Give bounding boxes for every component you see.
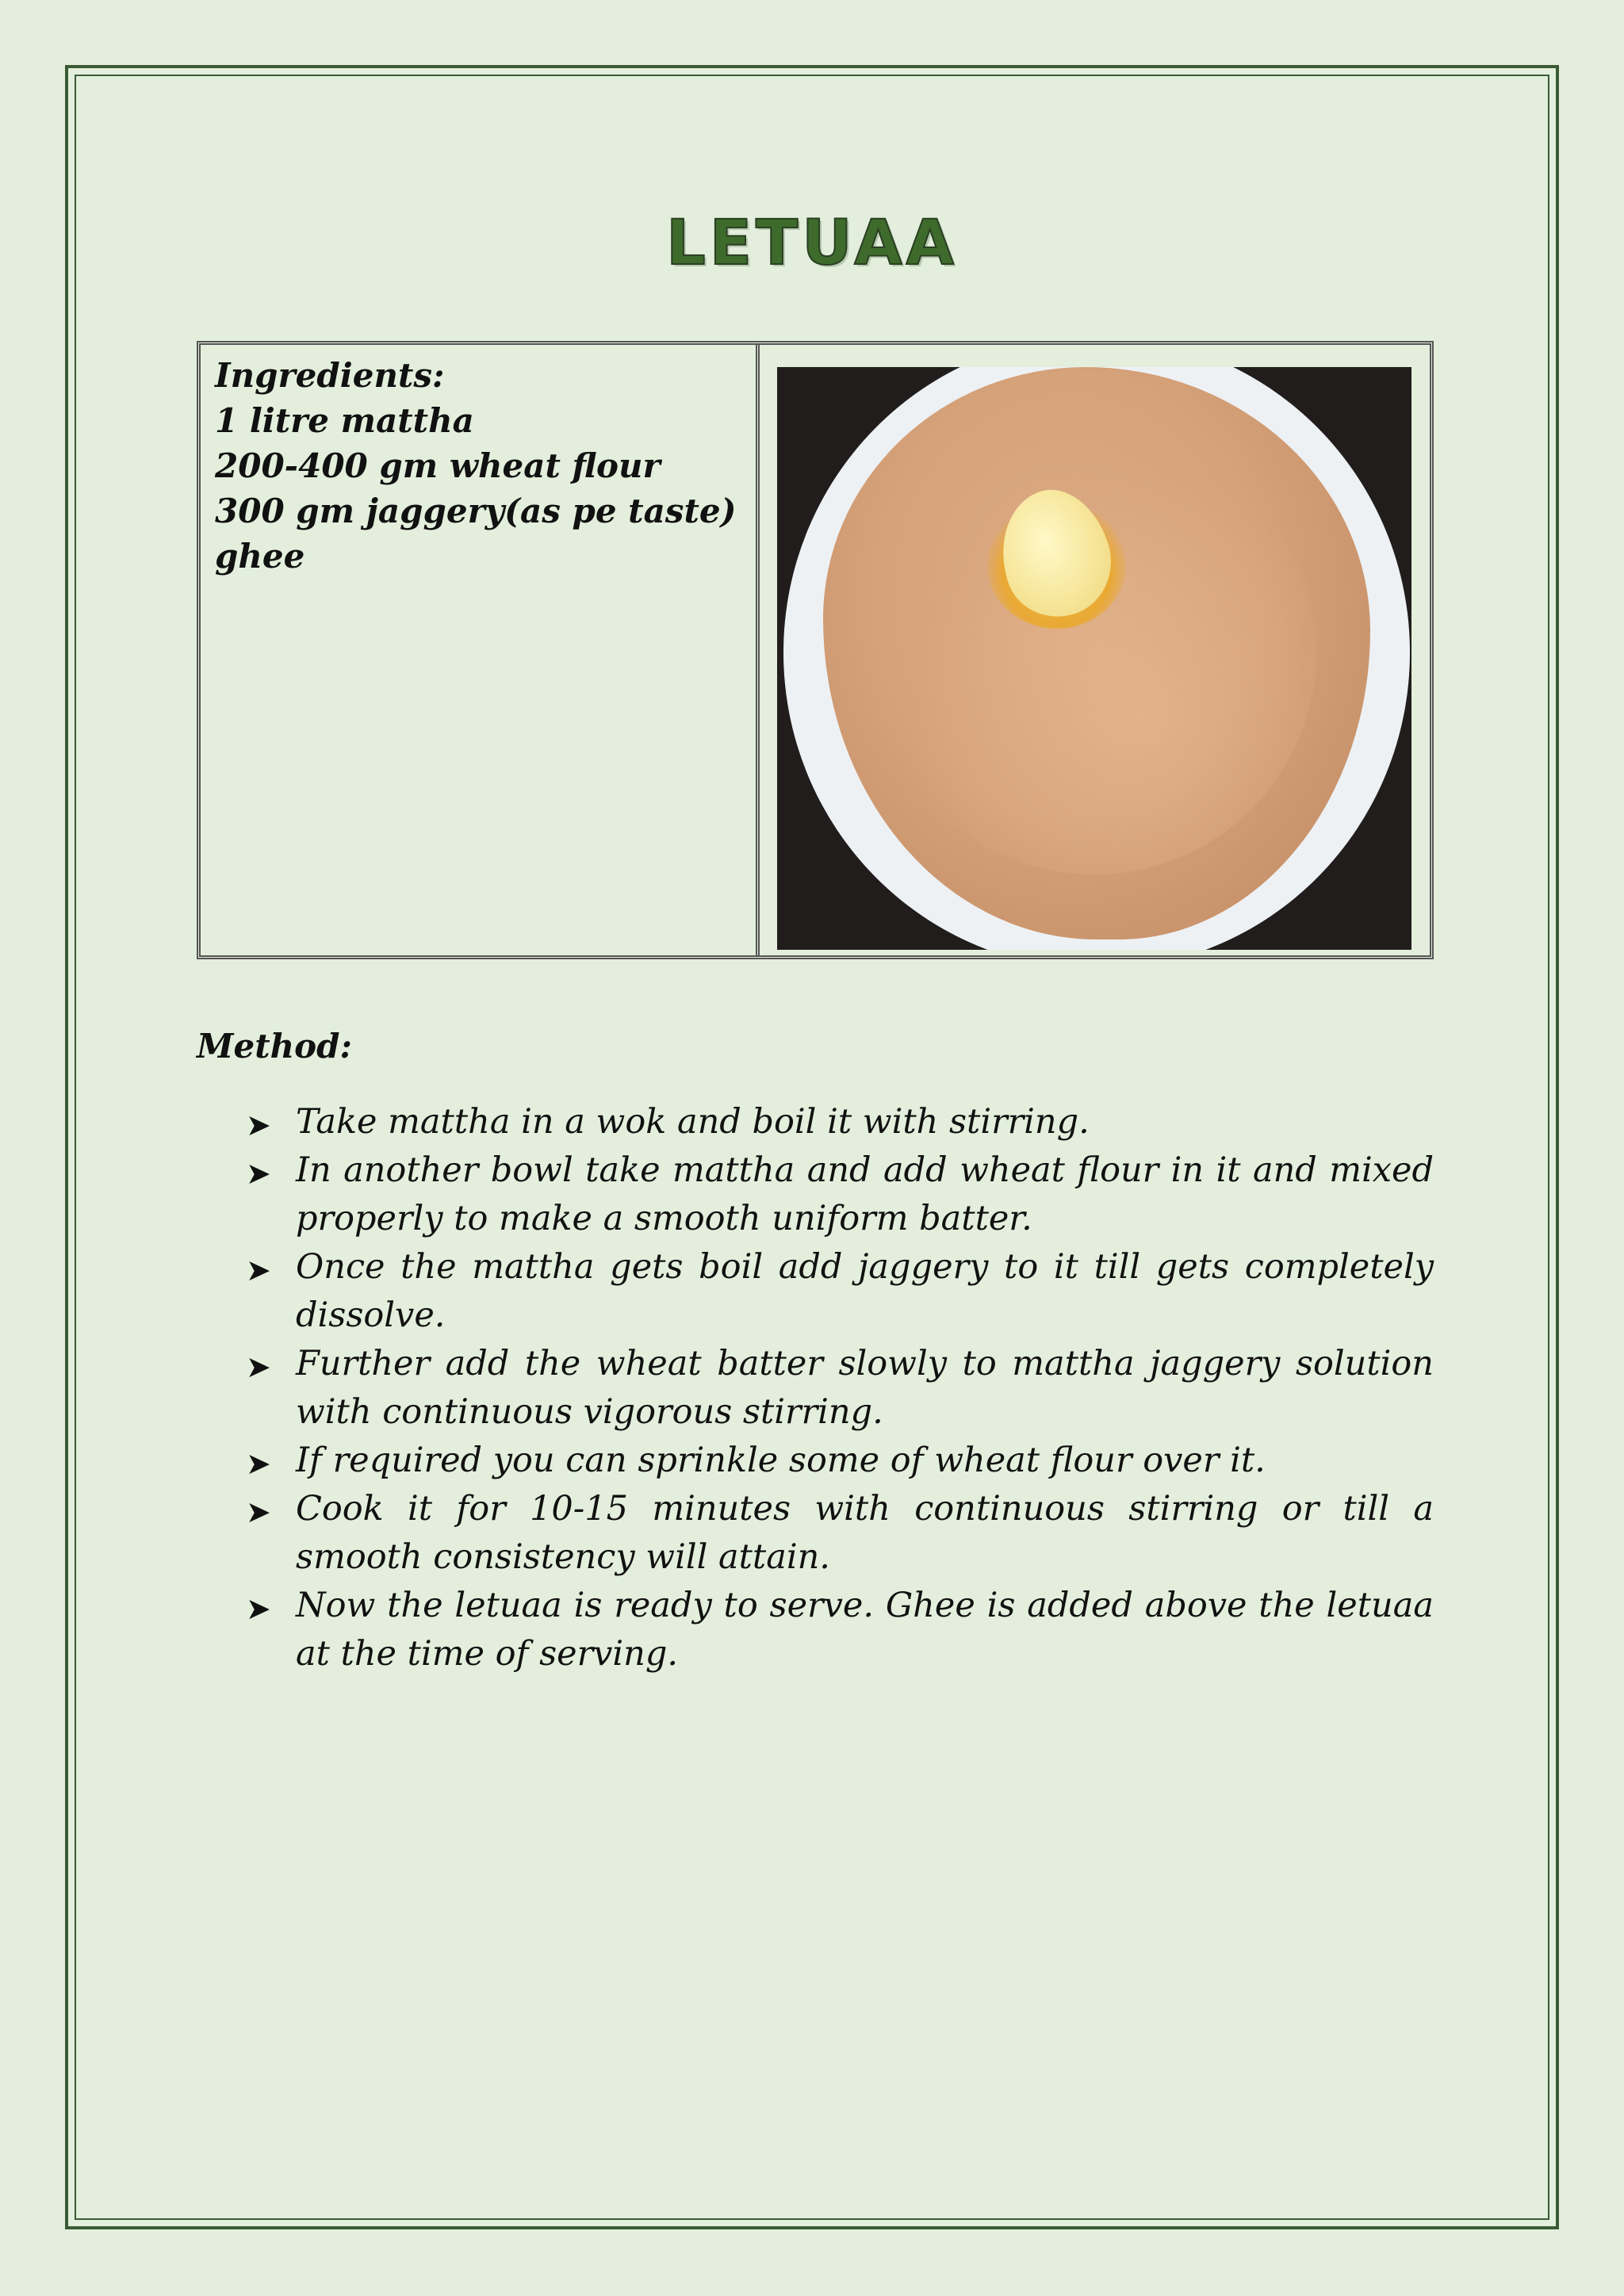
arrow-bullet-icon: ➤ [246,1253,271,1288]
ingredient-item: 200-400 gm wheat flour [215,446,661,485]
ingredient-item: ghee [215,537,305,576]
method-step [197,1582,1434,1678]
method-step [197,1146,1434,1243]
method-step-text: Once the mattha gets boil add jaggery to it till gets completely dissolve. [296,1247,1434,1335]
image-cell [760,345,1430,955]
method-step [197,1340,1434,1437]
method-step [197,1485,1434,1582]
arrow-bullet-icon: ➤ [246,1494,271,1529]
method-step-text: In another bowl take mattha and add wheat flour in it and mixed properly to make a smooth uniform batter. [296,1150,1434,1238]
method-step [197,1437,1434,1485]
page-title: LETUAA [666,208,958,279]
arrow-bullet-icon: ➤ [246,1446,271,1481]
arrow-bullet-icon: ➤ [246,1349,271,1384]
method-step [197,1243,1434,1340]
method-steps-list [197,1098,1434,1678]
arrow-bullet-icon: ➤ [246,1591,271,1626]
ingredients-heading: Ingredients: [215,356,445,395]
letuaa-dish-photo [777,367,1411,950]
method-step-text: Cook it for 10-15 minutes with continuous stirring or till a smooth consistency will attain. [296,1489,1434,1577]
ingredient-item: 300 gm jaggery(as pe taste) [215,492,737,530]
method-step-text: Further add the wheat batter slowly to mattha jaggery solution with continuous vigorous stirring. [296,1344,1434,1432]
method-step-text: Now the letuaa is ready to serve. Ghee is added above the letuaa at the time of serving. [296,1586,1434,1674]
ingredients-cell [201,345,760,955]
letuaa-texture [872,430,1316,874]
method-step-text: Take mattha in a wok and boil it with stirring. [296,1102,1090,1142]
ingredient-item: 1 litre mattha [215,401,474,440]
arrow-bullet-icon: ➤ [246,1156,271,1191]
recipe-table [197,341,1434,959]
method-step [197,1098,1434,1146]
method-step-text: If required you can sprinkle some of wheat flour over it. [296,1441,1266,1480]
arrow-bullet-icon: ➤ [246,1108,271,1142]
method-heading: Method: [197,1027,353,1066]
